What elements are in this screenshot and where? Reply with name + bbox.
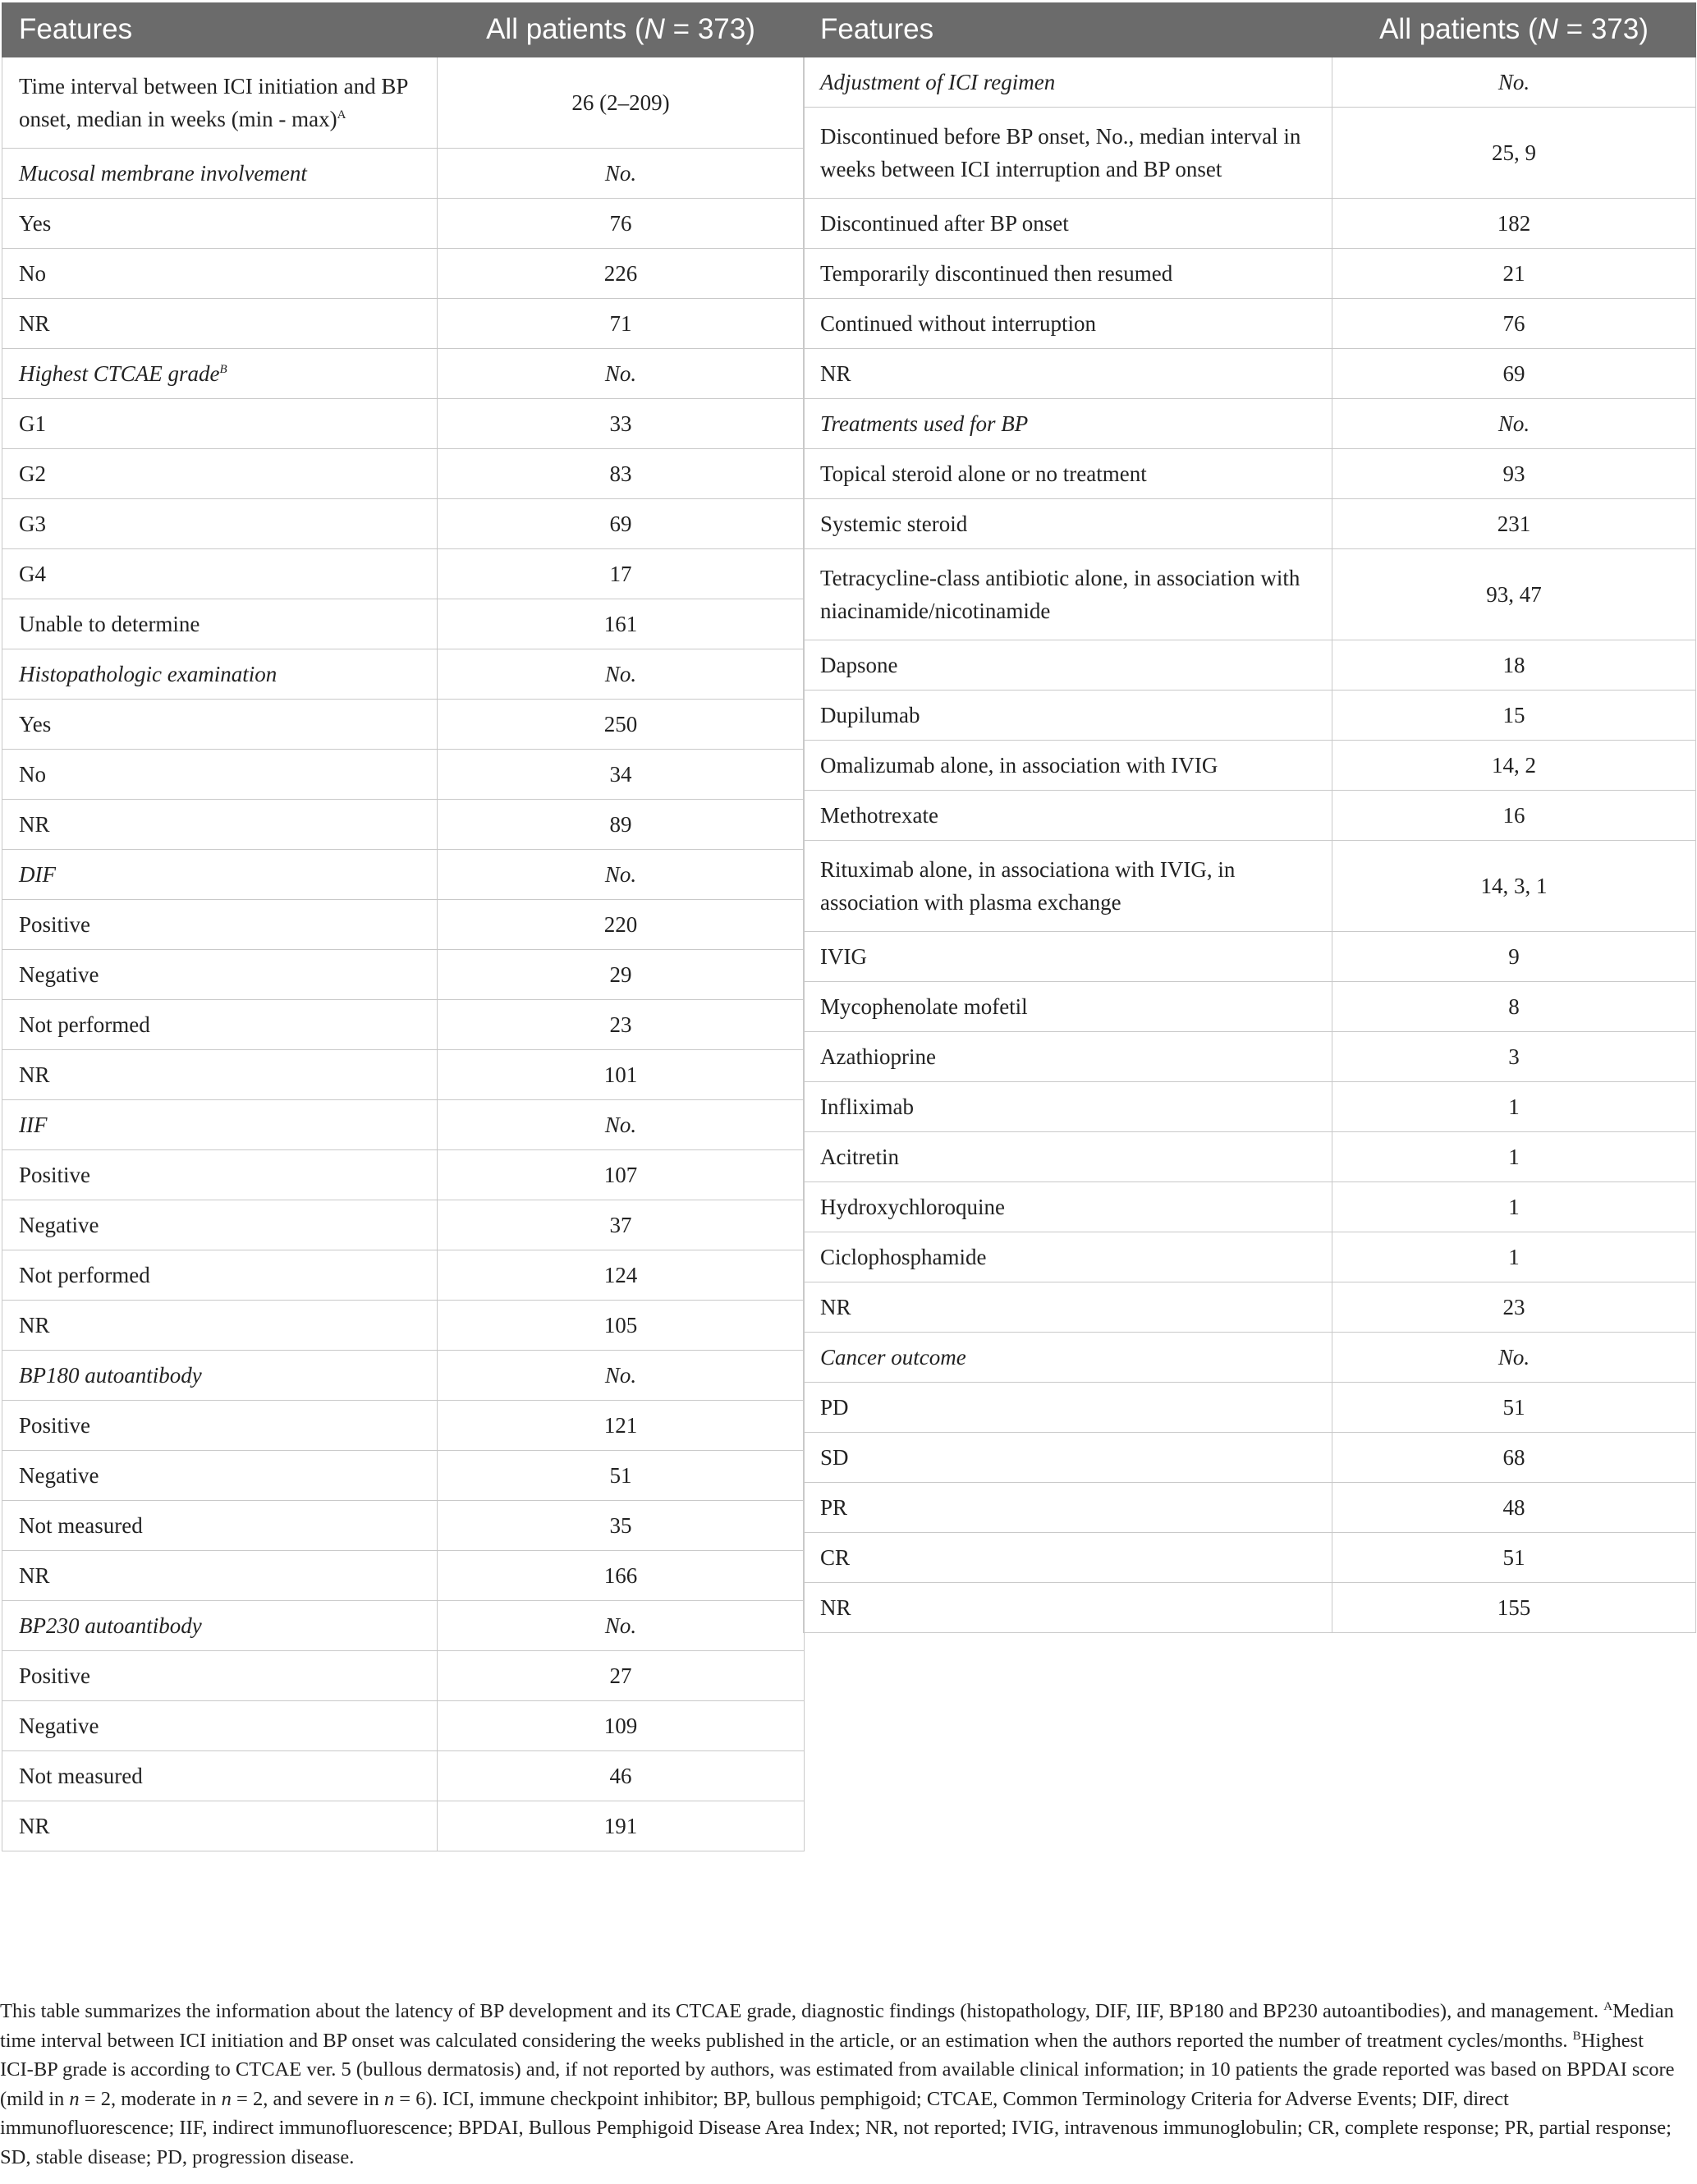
feature-cell	[2, 1401, 438, 1451]
feature-label: BP180 autoantibody	[19, 1362, 202, 1388]
feature-cell	[804, 449, 1332, 499]
footnote-n: n	[69, 2087, 80, 2110]
value-cell: No.	[438, 649, 805, 700]
table-row	[804, 982, 1696, 1032]
table-row	[2, 1801, 805, 1851]
value-cell: 16	[1332, 791, 1696, 841]
feature-label: SD	[820, 1444, 849, 1470]
table-row	[804, 841, 1696, 932]
value-cell: 105	[438, 1301, 805, 1351]
table-row	[804, 741, 1696, 791]
value-cell: 3	[1332, 1032, 1696, 1082]
value-cell: No.	[1332, 1333, 1696, 1383]
value-cell: 29	[438, 950, 805, 1000]
feature-label: Negative	[19, 1462, 99, 1488]
feature-cell	[2, 499, 438, 549]
table-row	[2, 1701, 805, 1751]
features-header: Features	[804, 3, 1332, 57]
feature-label: CR	[820, 1544, 851, 1570]
table-row	[804, 1433, 1696, 1483]
table-row	[804, 1182, 1696, 1232]
feature-label: Hydroxychloroquine	[820, 1194, 1005, 1219]
value-cell: No.	[438, 1100, 805, 1150]
value-cell: 18	[1332, 640, 1696, 691]
feature-cell	[2, 1501, 438, 1551]
value-cell: 1	[1332, 1232, 1696, 1282]
feature-label: NR	[19, 811, 50, 837]
feature-label: Not measured	[19, 1763, 143, 1788]
feature-label: NR	[19, 1062, 50, 1087]
feature-cell	[2, 1050, 438, 1100]
feature-cell	[2, 1150, 438, 1200]
feature-cell	[804, 199, 1332, 249]
value-cell: 101	[438, 1050, 805, 1100]
category-row	[2, 850, 805, 900]
feature-cell	[2, 1601, 438, 1651]
feature-label: Rituximab alone, in associationa with IVIG, in association with plasma exchange	[820, 856, 1236, 915]
feature-cell	[2, 1351, 438, 1401]
value-cell: 155	[1332, 1583, 1696, 1633]
feature-label: Negative	[19, 961, 99, 987]
footnote-marker: A	[337, 108, 346, 122]
feature-cell	[2, 199, 438, 249]
value-cell: 33	[438, 399, 805, 449]
value-cell: 25, 9	[1332, 108, 1696, 199]
value-cell: 161	[438, 599, 805, 649]
table-row	[2, 1651, 805, 1701]
footnote-text: = 6). ICI, immune checkpoint inhibitor; BP, bullous pemphigoid; CTCAE, Common Terminology Criteria for Adverse Events; DIF, direct immunofluorescence; IIF, indirect immunofluorescence; BPDAI, Bullous Pemphigoid Disease Area Index; NR, not reported; IVIG, intravenous immunoglobulin; CR, complete response; PR, partial response; SD, stable disease; PD, progression disease.	[0, 2087, 1672, 2168]
feature-cell	[804, 299, 1332, 349]
value-cell: 48	[1332, 1483, 1696, 1533]
feature-cell	[804, 1232, 1332, 1282]
value-cell: 68	[1332, 1433, 1696, 1483]
feature-cell	[804, 932, 1332, 982]
feature-cell	[2, 549, 438, 599]
feature-label: NR	[19, 1312, 50, 1337]
value-cell: 93	[1332, 449, 1696, 499]
feature-cell	[804, 499, 1332, 549]
feature-label: Not measured	[19, 1512, 143, 1538]
right-table-body	[804, 57, 1696, 1633]
table-row	[804, 640, 1696, 691]
feature-label: IIF	[19, 1112, 48, 1137]
feature-cell	[2, 1651, 438, 1701]
table-row	[2, 299, 805, 349]
feature-cell	[804, 791, 1332, 841]
feature-cell	[804, 249, 1332, 299]
feature-label: Methotrexate	[820, 802, 938, 828]
feature-cell	[2, 1751, 438, 1801]
feature-label: G3	[19, 511, 46, 536]
feature-label: Ciclophosphamide	[820, 1244, 987, 1269]
feature-cell	[2, 649, 438, 700]
table-row	[804, 1282, 1696, 1333]
table-row	[2, 1301, 805, 1351]
feature-label: PR	[820, 1494, 848, 1520]
feature-label: Discontinued before BP onset, No., median interval in weeks between ICI interruption and BP onset	[820, 123, 1301, 181]
feature-cell	[804, 1082, 1332, 1132]
feature-label: Not performed	[19, 1262, 150, 1287]
feature-label: Dapsone	[820, 652, 898, 677]
table-header-row	[804, 3, 1696, 57]
value-cell: 191	[438, 1801, 805, 1851]
all-patients-n: N	[1537, 13, 1558, 46]
feature-cell	[2, 249, 438, 299]
feature-label: NR	[820, 1594, 851, 1620]
footnote-marker: B	[219, 362, 227, 376]
feature-cell	[2, 800, 438, 850]
feature-cell	[804, 1132, 1332, 1182]
feature-label: Positive	[19, 1663, 91, 1688]
feature-label: Yes	[19, 711, 52, 736]
table-row	[2, 750, 805, 800]
value-cell: 182	[1332, 199, 1696, 249]
feature-cell	[804, 1433, 1332, 1483]
all-patients-suffix: = 373)	[1557, 13, 1649, 46]
category-row	[804, 57, 1696, 108]
table-row	[2, 57, 805, 149]
value-cell: 14, 3, 1	[1332, 841, 1696, 932]
table-row	[2, 199, 805, 249]
value-cell: 226	[438, 249, 805, 299]
feature-cell	[2, 1100, 438, 1150]
feature-cell	[2, 599, 438, 649]
feature-label: NR	[19, 310, 50, 336]
feature-label: G1	[19, 411, 46, 436]
table-row	[804, 932, 1696, 982]
table-row	[804, 1383, 1696, 1433]
feature-cell	[804, 108, 1332, 199]
table-row	[2, 499, 805, 549]
category-row	[2, 1351, 805, 1401]
feature-cell	[2, 700, 438, 750]
value-cell: 1	[1332, 1132, 1696, 1182]
value-cell: 76	[438, 199, 805, 249]
feature-label: Discontinued after BP onset	[820, 210, 1069, 236]
value-cell: 15	[1332, 691, 1696, 741]
feature-label: Positive	[19, 911, 91, 937]
feature-label: No	[19, 260, 46, 286]
footnote-text: = 2, and severe in	[231, 2087, 384, 2110]
feature-cell	[804, 1032, 1332, 1082]
value-cell: 121	[438, 1401, 805, 1451]
table-row	[804, 549, 1696, 640]
feature-label: IVIG	[820, 943, 867, 969]
feature-cell	[804, 982, 1332, 1032]
value-cell: 1	[1332, 1082, 1696, 1132]
feature-cell	[2, 850, 438, 900]
feature-label: PD	[820, 1394, 849, 1420]
feature-cell	[804, 1583, 1332, 1633]
value-cell: 51	[1332, 1533, 1696, 1583]
feature-cell	[2, 1000, 438, 1050]
table-row	[804, 1032, 1696, 1082]
feature-label: NR	[820, 1294, 851, 1319]
table-row	[804, 1533, 1696, 1583]
table-row	[804, 791, 1696, 841]
table-row	[804, 249, 1696, 299]
table-row	[2, 1551, 805, 1601]
feature-cell	[804, 741, 1332, 791]
feature-label: Temporarily discontinued then resumed	[820, 260, 1173, 286]
feature-label: Cancer outcome	[820, 1344, 966, 1370]
feature-label: Time interval between ICI initiation and BP onset, median in weeks (min - max)	[19, 73, 408, 131]
feature-cell	[2, 950, 438, 1000]
value-cell: 231	[1332, 499, 1696, 549]
table-row	[2, 1751, 805, 1801]
value-cell: 35	[438, 1501, 805, 1551]
category-row	[2, 1100, 805, 1150]
feature-cell	[2, 1701, 438, 1751]
feature-label: Yes	[19, 210, 52, 236]
value-cell: 8	[1332, 982, 1696, 1032]
table-row	[804, 199, 1696, 249]
feature-cell	[2, 1250, 438, 1301]
features-header: Features	[2, 3, 438, 57]
value-cell: 166	[438, 1551, 805, 1601]
feature-cell	[804, 549, 1332, 640]
value-cell: 34	[438, 750, 805, 800]
category-row	[2, 349, 805, 399]
feature-label: DIF	[19, 861, 56, 887]
feature-label: Topical steroid alone or no treatment	[820, 461, 1147, 486]
all-patients-prefix: All patients (	[486, 13, 644, 46]
feature-cell	[2, 1451, 438, 1501]
feature-cell	[2, 57, 438, 149]
table-row	[2, 1501, 805, 1551]
value-cell: 1	[1332, 1182, 1696, 1232]
value-cell: No.	[1332, 399, 1696, 449]
feature-label: Mucosal membrane involvement	[19, 160, 307, 186]
value-cell: 250	[438, 700, 805, 750]
footnote-n: n	[383, 2087, 395, 2110]
value-cell: No.	[438, 1351, 805, 1401]
table-row	[2, 449, 805, 499]
table-row	[2, 800, 805, 850]
table-row	[2, 549, 805, 599]
table-row	[804, 1132, 1696, 1182]
table-row	[2, 700, 805, 750]
table-row	[2, 1250, 805, 1301]
feature-label: No	[19, 761, 46, 787]
feature-label: Mycophenolate mofetil	[820, 993, 1028, 1019]
footnote-n: n	[221, 2087, 232, 2110]
table-row	[2, 900, 805, 950]
footnote-sup: A	[1603, 1999, 1613, 2013]
value-cell: 27	[438, 1651, 805, 1701]
feature-label: Treatments used for BP	[820, 411, 1029, 436]
feature-label: G2	[19, 461, 46, 486]
feature-cell	[804, 640, 1332, 691]
table-row	[804, 449, 1696, 499]
feature-cell	[2, 1801, 438, 1851]
feature-label: Adjustment of ICI regimen	[820, 69, 1056, 94]
feature-cell	[804, 1383, 1332, 1433]
value-cell: 69	[1332, 349, 1696, 399]
feature-label: Positive	[19, 1412, 91, 1438]
feature-label: Unable to determine	[19, 611, 200, 636]
feature-label: Negative	[19, 1713, 99, 1738]
table-row	[2, 1401, 805, 1451]
value-cell: 93, 47	[1332, 549, 1696, 640]
table-row	[804, 499, 1696, 549]
value-cell: 26 (2–209)	[438, 57, 805, 149]
all-patients-header	[1332, 3, 1696, 57]
table-row	[804, 1082, 1696, 1132]
table-row	[2, 1000, 805, 1050]
table-row	[2, 950, 805, 1000]
value-cell: 51	[1332, 1383, 1696, 1433]
feature-label: Negative	[19, 1212, 99, 1237]
feature-cell	[804, 57, 1332, 108]
feature-cell	[804, 1483, 1332, 1533]
feature-cell	[804, 1282, 1332, 1333]
value-cell: 124	[438, 1250, 805, 1301]
footnote-text: Median time interval between ICI initiation and BP onset was calculated considering the weeks published in the article, or an estimation when the authors reported the number of treatment cycles/months.	[0, 2000, 1674, 2052]
left-table-body	[2, 57, 805, 1851]
feature-label: Acitretin	[820, 1144, 899, 1169]
feature-cell	[2, 900, 438, 950]
all-patients-suffix: = 373)	[664, 13, 755, 46]
table-row	[2, 249, 805, 299]
feature-label: G4	[19, 561, 46, 586]
value-cell: 220	[438, 900, 805, 950]
table-row	[2, 1150, 805, 1200]
feature-label: Histopathologic examination	[19, 661, 277, 686]
feature-label: NR	[19, 1813, 50, 1838]
value-cell: 14, 2	[1332, 741, 1696, 791]
value-cell: 46	[438, 1751, 805, 1801]
value-cell: 89	[438, 800, 805, 850]
feature-label: NR	[820, 360, 851, 386]
value-cell: 23	[438, 1000, 805, 1050]
value-cell: No.	[438, 1601, 805, 1651]
feature-label: Positive	[19, 1162, 91, 1187]
table-row	[804, 108, 1696, 199]
all-patients-prefix: All patients (	[1379, 13, 1538, 46]
table-header-row	[2, 3, 805, 57]
right-table	[803, 2, 1696, 1633]
table-row	[804, 691, 1696, 741]
value-cell: No.	[1332, 57, 1696, 108]
table-row	[804, 1583, 1696, 1633]
feature-label: BP230 autoantibody	[19, 1613, 202, 1638]
value-cell: No.	[438, 349, 805, 399]
feature-cell	[804, 399, 1332, 449]
table-row	[2, 599, 805, 649]
feature-cell	[2, 1551, 438, 1601]
value-cell: 83	[438, 449, 805, 499]
table-row	[2, 1050, 805, 1100]
feature-cell	[2, 449, 438, 499]
category-row	[2, 649, 805, 700]
value-cell: 9	[1332, 932, 1696, 982]
footnote-text: This table summarizes the information about the latency of BP development and its CTCAE grade, diagnostic findings (histopathology, DIF, IIF, BP180 and BP230 autoantibodies), and management.	[0, 2000, 1604, 2022]
feature-cell	[2, 750, 438, 800]
feature-cell	[804, 841, 1332, 932]
table-row	[2, 399, 805, 449]
feature-label: Highest CTCAE grade	[19, 360, 220, 386]
feature-label: Tetracycline-class antibiotic alone, in association with niacinamide/nicotinamide	[820, 565, 1300, 623]
category-row	[2, 149, 805, 199]
feature-cell	[804, 691, 1332, 741]
table-row	[804, 299, 1696, 349]
feature-cell	[804, 1533, 1332, 1583]
feature-label: NR	[19, 1562, 50, 1588]
value-cell: 17	[438, 549, 805, 599]
value-cell: 69	[438, 499, 805, 549]
all-patients-header	[438, 3, 805, 57]
feature-cell	[2, 399, 438, 449]
table-row	[804, 349, 1696, 399]
footnote-text: Highest ICI-BP grade is according to CTCAE ver. 5 (bullous dermatosis) and, if not reported by authors, was estimated from available clinical information; in 10 patients the grade reported was based on BPDAI score (mild in	[0, 2029, 1675, 2110]
feature-cell	[804, 1182, 1332, 1232]
feature-cell	[2, 349, 438, 399]
table-row	[804, 1232, 1696, 1282]
category-row	[804, 1333, 1696, 1383]
value-cell: 71	[438, 299, 805, 349]
value-cell: 37	[438, 1200, 805, 1250]
value-cell: 76	[1332, 299, 1696, 349]
feature-cell	[2, 149, 438, 199]
category-row	[804, 399, 1696, 449]
value-cell: No.	[438, 850, 805, 900]
feature-label: Not performed	[19, 1012, 150, 1037]
footnote-sup: B	[1572, 2029, 1581, 2043]
feature-cell	[804, 1333, 1332, 1383]
value-cell: 107	[438, 1150, 805, 1200]
feature-cell	[804, 349, 1332, 399]
value-cell: 23	[1332, 1282, 1696, 1333]
value-cell: 109	[438, 1701, 805, 1751]
category-row	[2, 1601, 805, 1651]
value-cell: 21	[1332, 249, 1696, 299]
feature-cell	[2, 299, 438, 349]
table-footnote	[0, 1997, 1679, 2172]
left-table	[2, 2, 805, 1851]
feature-cell	[2, 1301, 438, 1351]
feature-label: Azathioprine	[820, 1044, 936, 1069]
table-row	[2, 1200, 805, 1250]
all-patients-n: N	[644, 13, 665, 46]
table-row	[2, 1451, 805, 1501]
footnote-text: = 2, moderate in	[79, 2087, 222, 2110]
feature-label: Infliximab	[820, 1094, 914, 1119]
feature-label: Dupilumab	[820, 702, 920, 727]
feature-label: Omalizumab alone, in association with IVIG	[820, 752, 1218, 778]
value-cell: 51	[438, 1451, 805, 1501]
table-row	[804, 1483, 1696, 1533]
feature-label: Systemic steroid	[820, 511, 968, 536]
value-cell: No.	[438, 149, 805, 199]
feature-cell	[2, 1200, 438, 1250]
feature-label: Continued without interruption	[820, 310, 1096, 336]
